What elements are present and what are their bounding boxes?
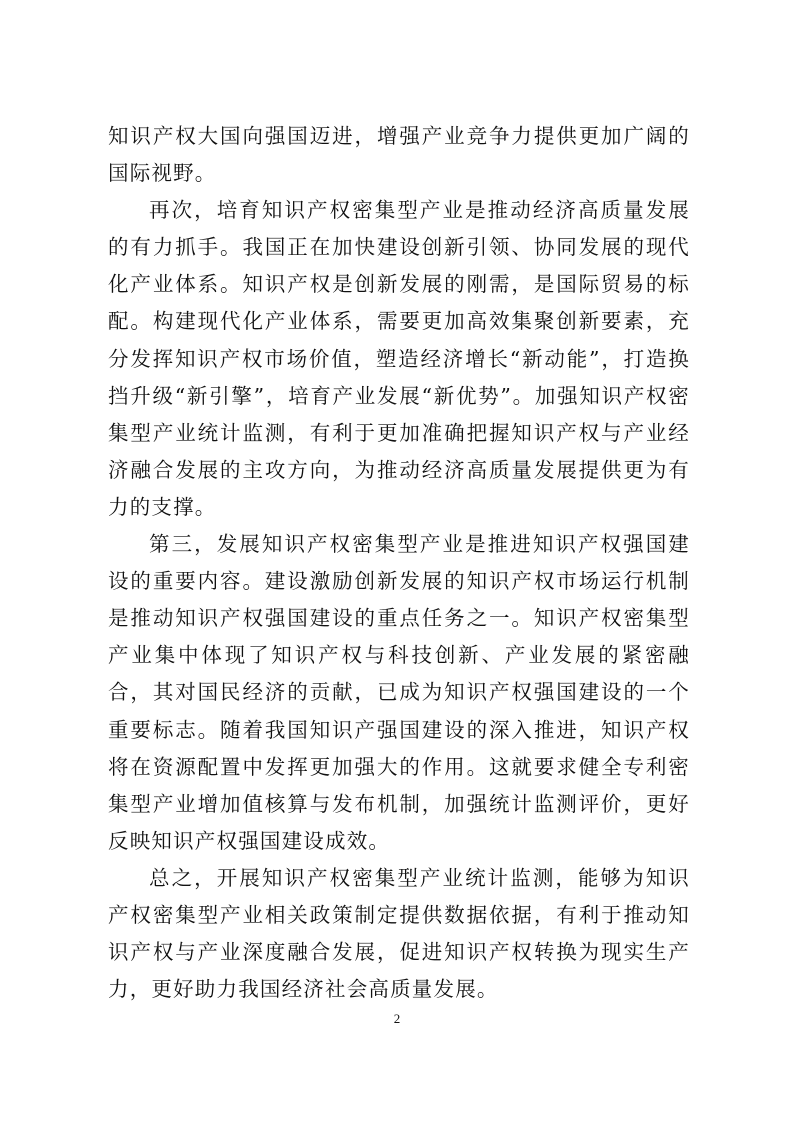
paragraph-third-point: 第三，发展知识产权密集型产业是推进知识产权强国建设的重要内容。建设激励创新发展的知识产权市场运行机制是推动知识产权强国建设的重点任务之一。知识产权密集型产业集中体现了知识产权与科技创新、产业发展的紧密融合，其对国民经济的贡献，已成为知识产权强国建设的一个重要标志。随着我国知识产强国建设的深入推进，知识产权将在资源配置中发挥更加强大的作用。这就要求健全专利密集型产业增加值核算与发布机制，加强统计监测评价，更好反映知识产权强国建设成效。 bbox=[108, 532, 690, 853]
paragraph-continuation: 知识产权大国向强国迈进，增强产业竞争力提供更加广阔的国际视野。 bbox=[108, 124, 690, 186]
paragraph-conclusion: 总之，开展知识产权密集型产业统计监测，能够为知识产权密集型产业相关政策制定提供数据依据，有利于推动知识产权与产业深度融合发展，促进知识产权转换为现实生产力，更好助力我国经济社会高质量发展。 bbox=[108, 865, 690, 1002]
paragraph-fourth-point: 再次，培育知识产权密集型产业是推动经济高质量发展的有力抓手。我国正在加快建设创新引领、协同发展的现代化产业体系。知识产权是创新发展的刚需，是国际贸易的标配。构建现代化产业体系，需要更加高效集聚创新要素，充分发挥知识产权市场价值，塑造经济增长“新动能”，打造换挡升级“新引擎”，培育产业发展“新优势”。加强知识产权密集型产业统计监测，有利于更加准确把握知识产权与产业经济融合发展的主攻方向，为推动经济高质量发展提供更为有力的支撑。 bbox=[108, 198, 690, 519]
document-body bbox=[108, 118, 690, 1008]
page-number: 2 bbox=[393, 1011, 401, 1026]
